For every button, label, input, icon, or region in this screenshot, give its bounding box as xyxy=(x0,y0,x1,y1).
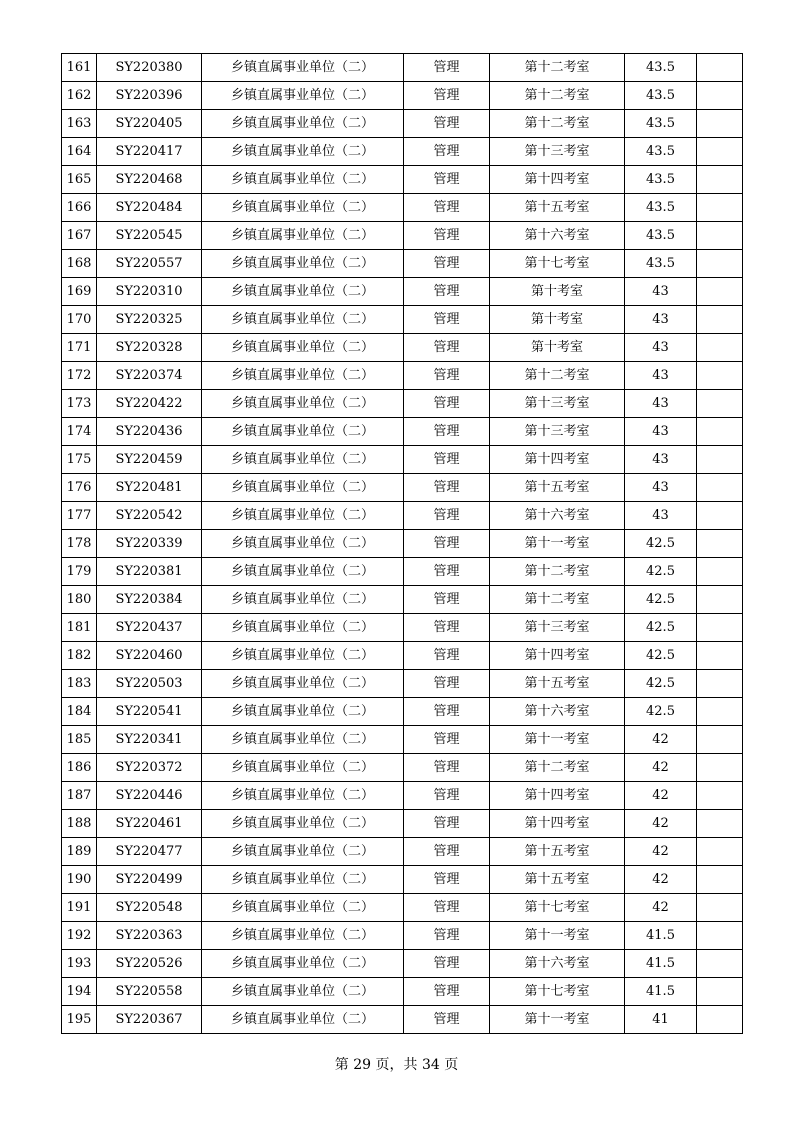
exam-room-cell: 第十一考室 xyxy=(490,922,625,950)
exam-room-cell: 第十六考室 xyxy=(490,502,625,530)
remark-cell xyxy=(697,446,743,474)
remark-cell xyxy=(697,894,743,922)
candidate-id-cell: SY220541 xyxy=(97,698,202,726)
exam-room-cell: 第十考室 xyxy=(490,334,625,362)
exam-room-cell: 第十二考室 xyxy=(490,82,625,110)
remark-cell xyxy=(697,306,743,334)
candidate-id-cell: SY220548 xyxy=(97,894,202,922)
row-number-cell: 180 xyxy=(62,586,97,614)
remark-cell xyxy=(697,82,743,110)
category-cell: 管理 xyxy=(404,194,490,222)
score-cell: 42 xyxy=(625,726,697,754)
score-cell: 42 xyxy=(625,754,697,782)
remark-cell xyxy=(697,978,743,1006)
row-number-cell: 164 xyxy=(62,138,97,166)
remark-cell xyxy=(697,334,743,362)
score-cell: 42.5 xyxy=(625,558,697,586)
unit-cell: 乡镇直属事业单位（二） xyxy=(202,894,404,922)
category-cell: 管理 xyxy=(404,54,490,82)
category-cell: 管理 xyxy=(404,698,490,726)
score-cell: 43 xyxy=(625,502,697,530)
candidate-id-cell: SY220325 xyxy=(97,306,202,334)
row-number-cell: 161 xyxy=(62,54,97,82)
exam-room-cell: 第十四考室 xyxy=(490,446,625,474)
row-number-cell: 191 xyxy=(62,894,97,922)
table-row xyxy=(62,334,743,362)
row-number-cell: 195 xyxy=(62,1006,97,1034)
table-row xyxy=(62,530,743,558)
remark-cell xyxy=(697,922,743,950)
candidate-id-cell: SY220557 xyxy=(97,250,202,278)
unit-cell: 乡镇直属事业单位（二） xyxy=(202,334,404,362)
row-number-cell: 194 xyxy=(62,978,97,1006)
candidate-id-cell: SY220363 xyxy=(97,922,202,950)
table-row xyxy=(62,166,743,194)
score-cell: 41.5 xyxy=(625,950,697,978)
unit-cell: 乡镇直属事业单位（二） xyxy=(202,670,404,698)
score-cell: 43 xyxy=(625,390,697,418)
table-row xyxy=(62,586,743,614)
exam-room-cell: 第十二考室 xyxy=(490,586,625,614)
unit-cell: 乡镇直属事业单位（二） xyxy=(202,726,404,754)
table-row xyxy=(62,306,743,334)
score-cell: 42 xyxy=(625,866,697,894)
exam-room-cell: 第十五考室 xyxy=(490,194,625,222)
table-row xyxy=(62,866,743,894)
score-cell: 42 xyxy=(625,838,697,866)
candidate-id-cell: SY220468 xyxy=(97,166,202,194)
candidate-id-cell: SY220477 xyxy=(97,838,202,866)
remark-cell xyxy=(697,642,743,670)
candidate-id-cell: SY220545 xyxy=(97,222,202,250)
category-cell: 管理 xyxy=(404,810,490,838)
score-cell: 43.5 xyxy=(625,138,697,166)
table-row xyxy=(62,222,743,250)
remark-cell xyxy=(697,54,743,82)
unit-cell: 乡镇直属事业单位（二） xyxy=(202,978,404,1006)
row-number-cell: 162 xyxy=(62,82,97,110)
unit-cell: 乡镇直属事业单位（二） xyxy=(202,82,404,110)
row-number-cell: 166 xyxy=(62,194,97,222)
unit-cell: 乡镇直属事业单位（二） xyxy=(202,474,404,502)
score-cell: 42.5 xyxy=(625,642,697,670)
row-number-cell: 167 xyxy=(62,222,97,250)
table-row xyxy=(62,558,743,586)
candidate-id-cell: SY220422 xyxy=(97,390,202,418)
category-cell: 管理 xyxy=(404,278,490,306)
row-number-cell: 190 xyxy=(62,866,97,894)
category-cell: 管理 xyxy=(404,390,490,418)
exam-room-cell: 第十五考室 xyxy=(490,866,625,894)
row-number-cell: 183 xyxy=(62,670,97,698)
row-number-cell: 189 xyxy=(62,838,97,866)
candidate-id-cell: SY220436 xyxy=(97,418,202,446)
remark-cell xyxy=(697,474,743,502)
category-cell: 管理 xyxy=(404,530,490,558)
candidate-id-cell: SY220367 xyxy=(97,1006,202,1034)
exam-room-cell: 第十考室 xyxy=(490,278,625,306)
unit-cell: 乡镇直属事业单位（二） xyxy=(202,138,404,166)
remark-cell xyxy=(697,754,743,782)
category-cell: 管理 xyxy=(404,418,490,446)
table-row xyxy=(62,754,743,782)
category-cell: 管理 xyxy=(404,922,490,950)
unit-cell: 乡镇直属事业单位（二） xyxy=(202,250,404,278)
score-cell: 41.5 xyxy=(625,978,697,1006)
row-number-cell: 173 xyxy=(62,390,97,418)
category-cell: 管理 xyxy=(404,670,490,698)
category-cell: 管理 xyxy=(404,446,490,474)
table-row xyxy=(62,894,743,922)
candidate-id-cell: SY220372 xyxy=(97,754,202,782)
score-cell: 43.5 xyxy=(625,194,697,222)
score-cell: 43.5 xyxy=(625,54,697,82)
score-cell: 43.5 xyxy=(625,110,697,138)
table-row xyxy=(62,502,743,530)
score-cell: 42.5 xyxy=(625,614,697,642)
row-number-cell: 165 xyxy=(62,166,97,194)
table-row xyxy=(62,110,743,138)
score-cell: 42.5 xyxy=(625,586,697,614)
unit-cell: 乡镇直属事业单位（二） xyxy=(202,782,404,810)
exam-room-cell: 第十二考室 xyxy=(490,362,625,390)
category-cell: 管理 xyxy=(404,866,490,894)
remark-cell xyxy=(697,530,743,558)
candidate-id-cell: SY220437 xyxy=(97,614,202,642)
remark-cell xyxy=(697,950,743,978)
candidate-id-cell: SY220310 xyxy=(97,278,202,306)
category-cell: 管理 xyxy=(404,166,490,194)
category-cell: 管理 xyxy=(404,334,490,362)
score-cell: 43 xyxy=(625,362,697,390)
exam-room-cell: 第十考室 xyxy=(490,306,625,334)
unit-cell: 乡镇直属事业单位（二） xyxy=(202,110,404,138)
unit-cell: 乡镇直属事业单位（二） xyxy=(202,194,404,222)
category-cell: 管理 xyxy=(404,586,490,614)
category-cell: 管理 xyxy=(404,558,490,586)
score-cell: 43 xyxy=(625,278,697,306)
category-cell: 管理 xyxy=(404,838,490,866)
score-cell: 43.5 xyxy=(625,250,697,278)
row-number-cell: 184 xyxy=(62,698,97,726)
candidate-id-cell: SY220503 xyxy=(97,670,202,698)
category-cell: 管理 xyxy=(404,642,490,670)
candidate-id-cell: SY220396 xyxy=(97,82,202,110)
exam-room-cell: 第十一考室 xyxy=(490,1006,625,1034)
row-number-cell: 172 xyxy=(62,362,97,390)
table-row xyxy=(62,922,743,950)
candidate-id-cell: SY220380 xyxy=(97,54,202,82)
category-cell: 管理 xyxy=(404,82,490,110)
table-row xyxy=(62,138,743,166)
table-row xyxy=(62,950,743,978)
row-number-cell: 179 xyxy=(62,558,97,586)
candidate-id-cell: SY220526 xyxy=(97,950,202,978)
category-cell: 管理 xyxy=(404,306,490,334)
category-cell: 管理 xyxy=(404,362,490,390)
unit-cell: 乡镇直属事业单位（二） xyxy=(202,306,404,334)
table-row xyxy=(62,614,743,642)
unit-cell: 乡镇直属事业单位（二） xyxy=(202,446,404,474)
remark-cell xyxy=(697,110,743,138)
table-row xyxy=(62,782,743,810)
unit-cell: 乡镇直属事业单位（二） xyxy=(202,642,404,670)
exam-room-cell: 第十七考室 xyxy=(490,894,625,922)
score-cell: 41.5 xyxy=(625,922,697,950)
remark-cell xyxy=(697,782,743,810)
row-number-cell: 171 xyxy=(62,334,97,362)
table-row xyxy=(62,474,743,502)
candidate-id-cell: SY220339 xyxy=(97,530,202,558)
row-number-cell: 181 xyxy=(62,614,97,642)
category-cell: 管理 xyxy=(404,1006,490,1034)
row-number-cell: 178 xyxy=(62,530,97,558)
table-body xyxy=(62,54,743,1034)
score-cell: 43 xyxy=(625,474,697,502)
unit-cell: 乡镇直属事业单位（二） xyxy=(202,530,404,558)
exam-room-cell: 第十四考室 xyxy=(490,782,625,810)
score-cell: 42 xyxy=(625,782,697,810)
row-number-cell: 177 xyxy=(62,502,97,530)
table-row xyxy=(62,362,743,390)
unit-cell: 乡镇直属事业单位（二） xyxy=(202,54,404,82)
exam-room-cell: 第十三考室 xyxy=(490,418,625,446)
table-row xyxy=(62,810,743,838)
unit-cell: 乡镇直属事业单位（二） xyxy=(202,502,404,530)
remark-cell xyxy=(697,138,743,166)
row-number-cell: 186 xyxy=(62,754,97,782)
exam-room-cell: 第十七考室 xyxy=(490,250,625,278)
candidate-id-cell: SY220374 xyxy=(97,362,202,390)
remark-cell xyxy=(697,866,743,894)
table-row xyxy=(62,194,743,222)
score-cell: 42.5 xyxy=(625,530,697,558)
category-cell: 管理 xyxy=(404,978,490,1006)
remark-cell xyxy=(697,362,743,390)
exam-room-cell: 第十四考室 xyxy=(490,642,625,670)
remark-cell xyxy=(697,390,743,418)
row-number-cell: 188 xyxy=(62,810,97,838)
candidate-id-cell: SY220459 xyxy=(97,446,202,474)
score-cell: 41 xyxy=(625,1006,697,1034)
table-row xyxy=(62,1006,743,1034)
exam-room-cell: 第十七考室 xyxy=(490,978,625,1006)
exam-room-cell: 第十五考室 xyxy=(490,670,625,698)
row-number-cell: 174 xyxy=(62,418,97,446)
exam-room-cell: 第十五考室 xyxy=(490,838,625,866)
candidate-id-cell: SY220384 xyxy=(97,586,202,614)
exam-room-cell: 第十一考室 xyxy=(490,726,625,754)
exam-room-cell: 第十五考室 xyxy=(490,474,625,502)
unit-cell: 乡镇直属事业单位（二） xyxy=(202,558,404,586)
unit-cell: 乡镇直属事业单位（二） xyxy=(202,838,404,866)
table-row xyxy=(62,418,743,446)
unit-cell: 乡镇直属事业单位（二） xyxy=(202,390,404,418)
category-cell: 管理 xyxy=(404,250,490,278)
table-row xyxy=(62,838,743,866)
exam-room-cell: 第十六考室 xyxy=(490,222,625,250)
remark-cell xyxy=(697,166,743,194)
candidate-id-cell: SY220461 xyxy=(97,810,202,838)
unit-cell: 乡镇直属事业单位（二） xyxy=(202,222,404,250)
remark-cell xyxy=(697,586,743,614)
candidate-id-cell: SY220484 xyxy=(97,194,202,222)
unit-cell: 乡镇直属事业单位（二） xyxy=(202,614,404,642)
table-row xyxy=(62,54,743,82)
candidate-id-cell: SY220405 xyxy=(97,110,202,138)
page-footer: 第 29 页，共 34 页 xyxy=(334,1057,459,1073)
exam-room-cell: 第十二考室 xyxy=(490,110,625,138)
candidate-id-cell: SY220558 xyxy=(97,978,202,1006)
row-number-cell: 170 xyxy=(62,306,97,334)
exam-room-cell: 第十六考室 xyxy=(490,950,625,978)
remark-cell xyxy=(697,418,743,446)
category-cell: 管理 xyxy=(404,894,490,922)
exam-room-cell: 第十三考室 xyxy=(490,614,625,642)
table-row xyxy=(62,642,743,670)
score-cell: 42.5 xyxy=(625,670,697,698)
remark-cell xyxy=(697,726,743,754)
row-number-cell: 187 xyxy=(62,782,97,810)
category-cell: 管理 xyxy=(404,138,490,166)
table-row xyxy=(62,698,743,726)
unit-cell: 乡镇直属事业单位（二） xyxy=(202,810,404,838)
exam-room-cell: 第十二考室 xyxy=(490,558,625,586)
score-cell: 43 xyxy=(625,334,697,362)
remark-cell xyxy=(697,194,743,222)
row-number-cell: 169 xyxy=(62,278,97,306)
category-cell: 管理 xyxy=(404,782,490,810)
score-cell: 42 xyxy=(625,894,697,922)
remark-cell xyxy=(697,222,743,250)
exam-room-cell: 第十二考室 xyxy=(490,54,625,82)
unit-cell: 乡镇直属事业单位（二） xyxy=(202,1006,404,1034)
exam-room-cell: 第十三考室 xyxy=(490,390,625,418)
row-number-cell: 176 xyxy=(62,474,97,502)
score-cell: 43.5 xyxy=(625,82,697,110)
remark-cell xyxy=(697,614,743,642)
remark-cell xyxy=(697,810,743,838)
row-number-cell: 182 xyxy=(62,642,97,670)
score-cell: 42 xyxy=(625,810,697,838)
unit-cell: 乡镇直属事业单位（二） xyxy=(202,754,404,782)
unit-cell: 乡镇直属事业单位（二） xyxy=(202,278,404,306)
category-cell: 管理 xyxy=(404,754,490,782)
table-row xyxy=(62,82,743,110)
score-table xyxy=(61,53,743,1034)
exam-room-cell: 第十二考室 xyxy=(490,754,625,782)
candidate-id-cell: SY220460 xyxy=(97,642,202,670)
table-row xyxy=(62,726,743,754)
unit-cell: 乡镇直属事业单位（二） xyxy=(202,922,404,950)
unit-cell: 乡镇直属事业单位（二） xyxy=(202,950,404,978)
exam-room-cell: 第十一考室 xyxy=(490,530,625,558)
unit-cell: 乡镇直属事业单位（二） xyxy=(202,866,404,894)
row-number-cell: 175 xyxy=(62,446,97,474)
score-cell: 43 xyxy=(625,418,697,446)
remark-cell xyxy=(697,502,743,530)
score-cell: 43 xyxy=(625,446,697,474)
table-row xyxy=(62,278,743,306)
category-cell: 管理 xyxy=(404,110,490,138)
row-number-cell: 192 xyxy=(62,922,97,950)
remark-cell xyxy=(697,1006,743,1034)
exam-room-cell: 第十四考室 xyxy=(490,810,625,838)
table-row xyxy=(62,446,743,474)
category-cell: 管理 xyxy=(404,614,490,642)
candidate-id-cell: SY220328 xyxy=(97,334,202,362)
candidate-id-cell: SY220446 xyxy=(97,782,202,810)
remark-cell xyxy=(697,698,743,726)
remark-cell xyxy=(697,838,743,866)
candidate-id-cell: SY220499 xyxy=(97,866,202,894)
table-row xyxy=(62,978,743,1006)
candidate-id-cell: SY220341 xyxy=(97,726,202,754)
remark-cell xyxy=(697,558,743,586)
score-cell: 43.5 xyxy=(625,222,697,250)
candidate-id-cell: SY220417 xyxy=(97,138,202,166)
exam-room-cell: 第十三考室 xyxy=(490,138,625,166)
unit-cell: 乡镇直属事业单位（二） xyxy=(202,586,404,614)
table-row xyxy=(62,670,743,698)
row-number-cell: 193 xyxy=(62,950,97,978)
remark-cell xyxy=(697,670,743,698)
category-cell: 管理 xyxy=(404,222,490,250)
unit-cell: 乡镇直属事业单位（二） xyxy=(202,418,404,446)
table-row xyxy=(62,250,743,278)
category-cell: 管理 xyxy=(404,474,490,502)
row-number-cell: 168 xyxy=(62,250,97,278)
unit-cell: 乡镇直属事业单位（二） xyxy=(202,362,404,390)
category-cell: 管理 xyxy=(404,502,490,530)
exam-room-cell: 第十四考室 xyxy=(490,166,625,194)
unit-cell: 乡镇直属事业单位（二） xyxy=(202,698,404,726)
remark-cell xyxy=(697,278,743,306)
category-cell: 管理 xyxy=(404,950,490,978)
score-cell: 43 xyxy=(625,306,697,334)
row-number-cell: 163 xyxy=(62,110,97,138)
row-number-cell: 185 xyxy=(62,726,97,754)
exam-room-cell: 第十六考室 xyxy=(490,698,625,726)
candidate-id-cell: SY220381 xyxy=(97,558,202,586)
unit-cell: 乡镇直属事业单位（二） xyxy=(202,166,404,194)
candidate-id-cell: SY220481 xyxy=(97,474,202,502)
candidate-id-cell: SY220542 xyxy=(97,502,202,530)
score-cell: 43.5 xyxy=(625,166,697,194)
table-row xyxy=(62,390,743,418)
category-cell: 管理 xyxy=(404,726,490,754)
score-cell: 42.5 xyxy=(625,698,697,726)
remark-cell xyxy=(697,250,743,278)
